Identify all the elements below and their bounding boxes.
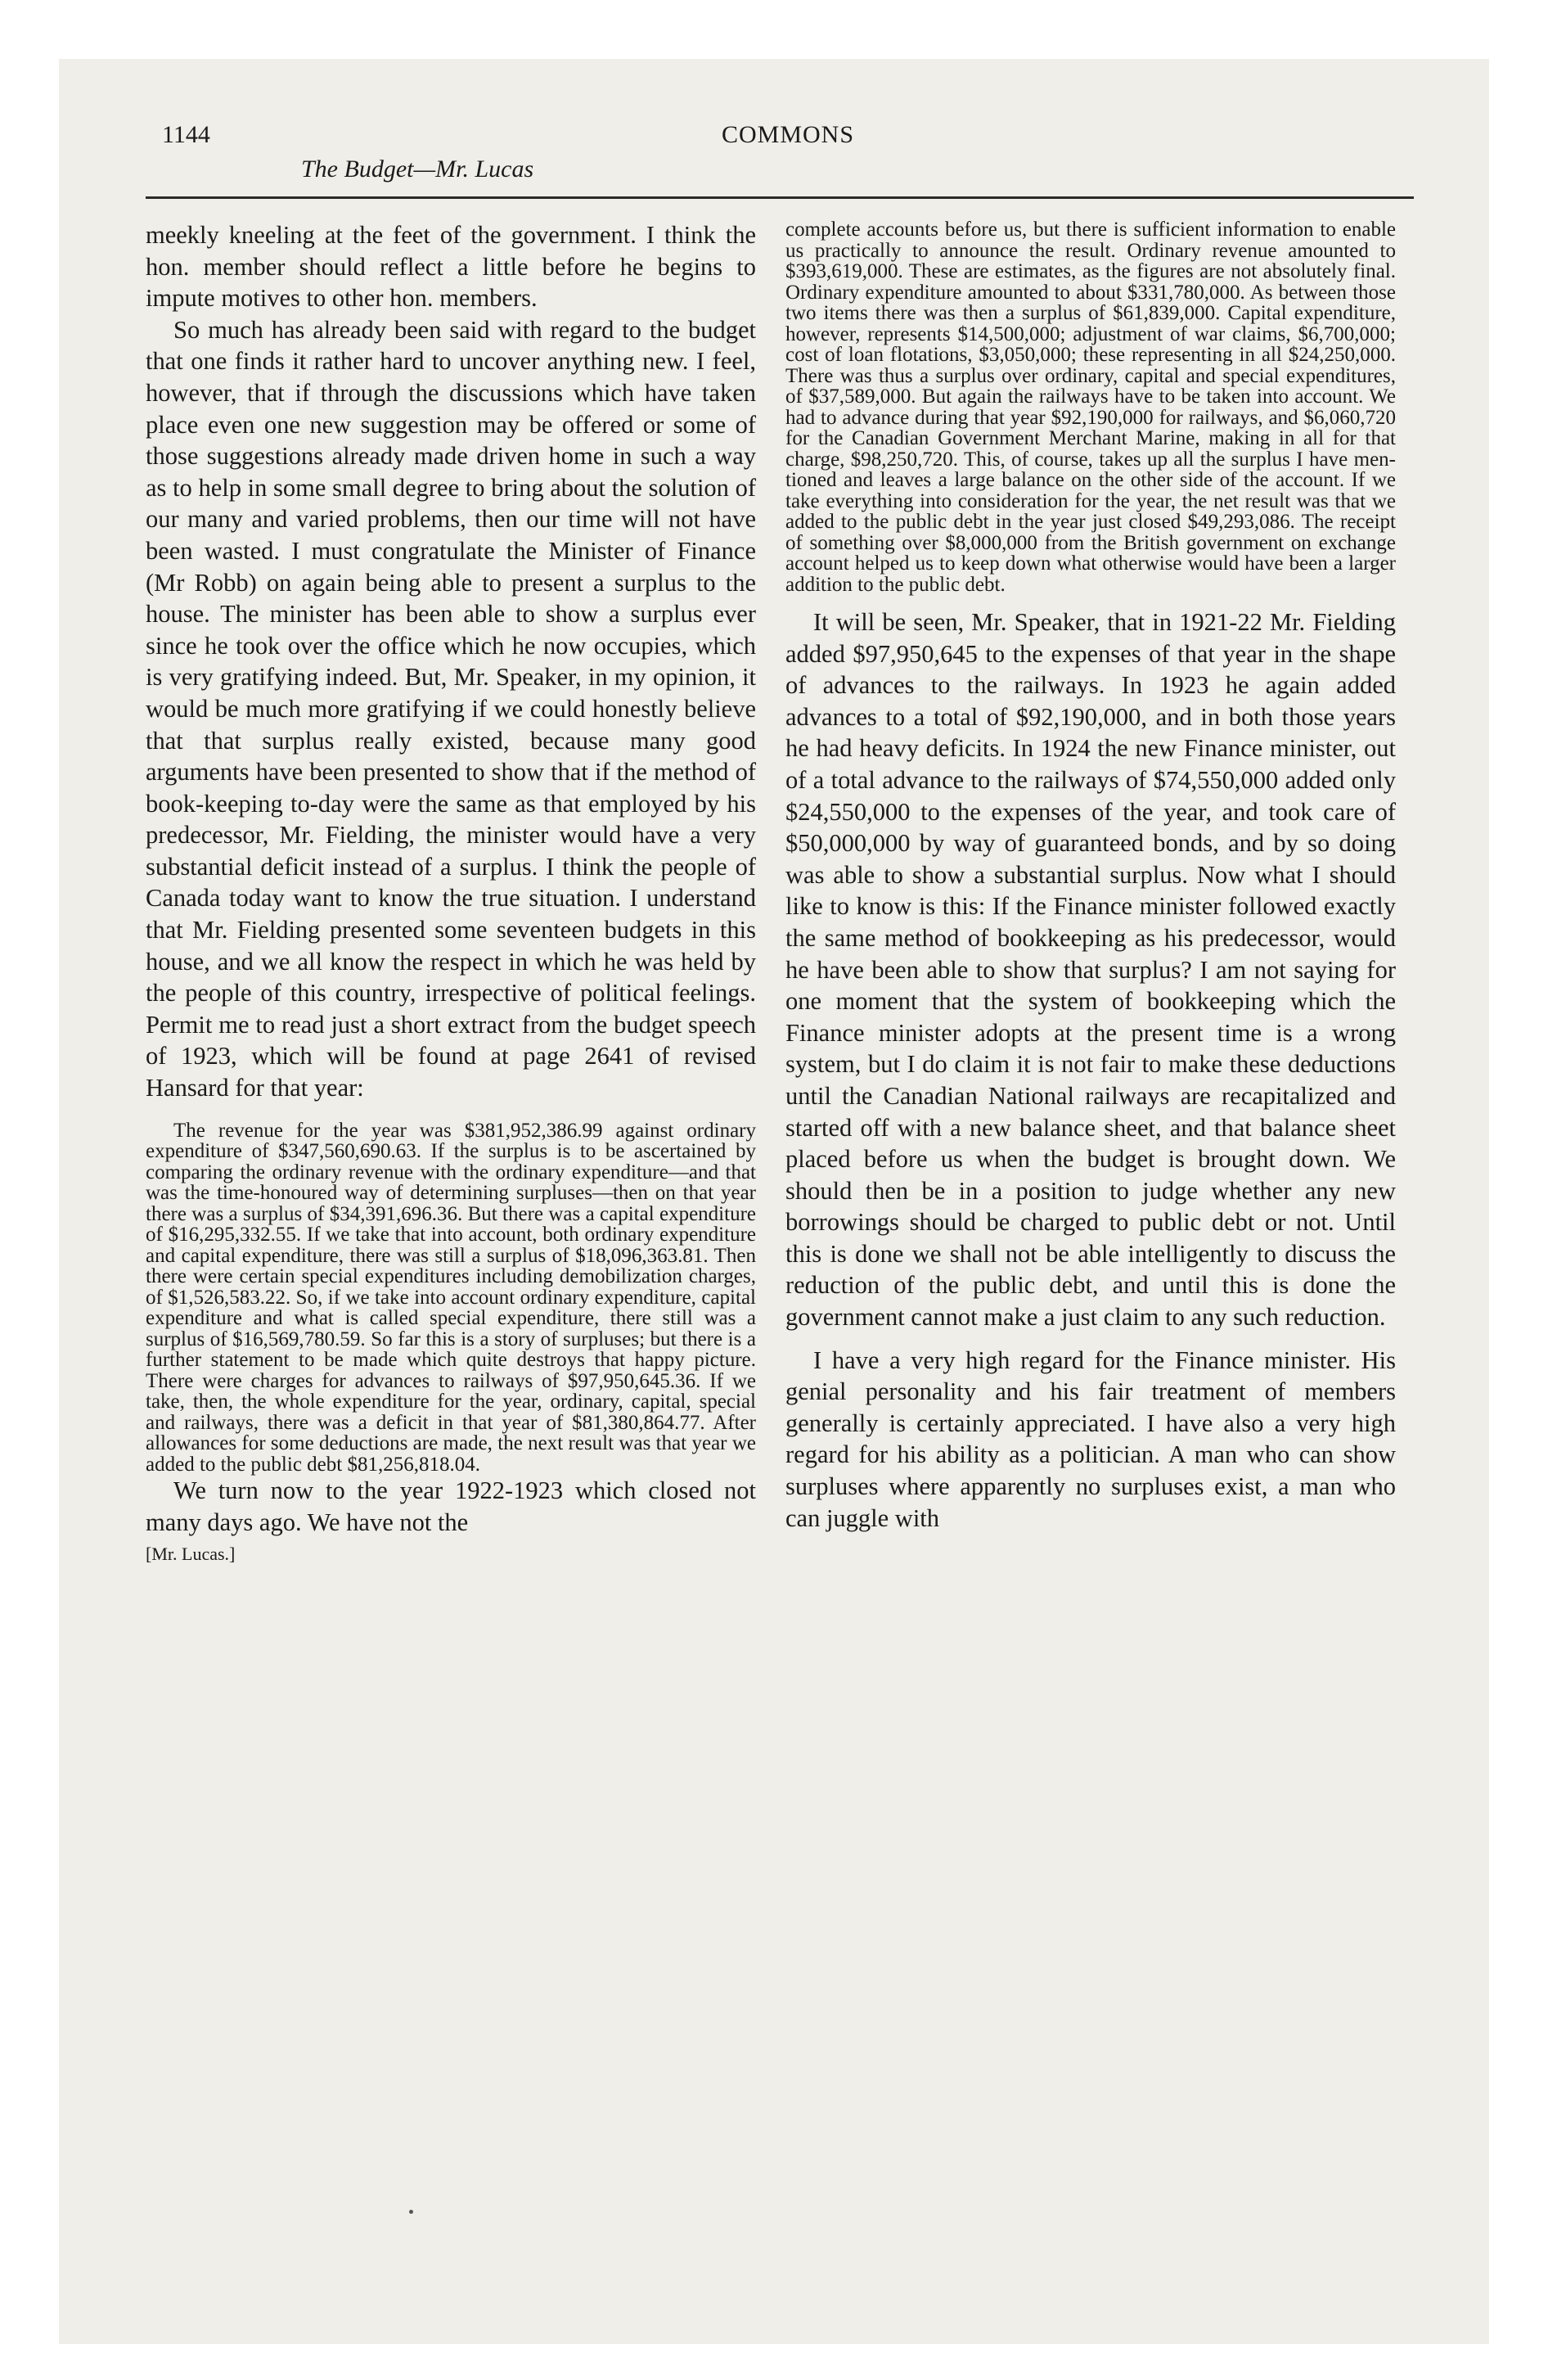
paragraph: It will be seen, Mr. Speaker, that in 1921-22 Mr. Fielding added $97,950,645 to the expenses of that year in the shape of advances to the railways. In 1923 he again added advances to a total of $92,190,000, and in both those years he had heavy deficits. In 1924 the new Finance minister, out of a total advance to the railways of $74,550,000 added only $24,550,000 to the expenses of the year, and took care of $50,000,000 by way of guaranteed bonds, and by so doing was able to show a substantial surplus. Now what I should like to know is this: If the Finance minister followed exactly the same method of bookkeeping as his predecessor, would he have been able to show that surplus? I am not saying for one moment that the system of bookkeeping which the Finance minister adopts at the present time is a wrong system, but I do claim it is not fair to make these deductions until the Canadian National railways are recapitalized and started off with a new balance sheet, and that balance sheet placed before us when the budget is brought down. We should then be in a position to judge whether any new borrowings should be charged to public debt or not. Until this is done we shall not be able intelligently to discuss the reduction of the public debt, and until this is done the government cannot make a just claim to any such reduction. — [785, 608, 1396, 1332]
page-number: 1144 — [162, 121, 210, 148]
paragraph: I have a very high regard for the Finance minister. His genial personality and his fair treatment of members generally is certainly appreciated. I have also a very high regard for his ability as a politician. A man who can show surpluses where apparently no surpluses exist, a man who can juggle with — [785, 1346, 1396, 1532]
page-header — [162, 121, 1414, 187]
header-rule — [146, 196, 1414, 199]
section-title: COMMONS — [721, 121, 855, 148]
scan-speck — [409, 2210, 413, 2214]
paragraph: We turn now to the year 1922-1923 which closed not many days ago. We have not the — [146, 1476, 756, 1536]
paragraph: meekly kneeling at the feet of the government. I think the hon. member should reflect a little before he begins to impute motives to other hon. members. — [146, 221, 756, 313]
left-column — [146, 219, 756, 1566]
paragraph: So much has already been said with regard to the budget that one finds it rather hard to uncover anything new. I feel, however, that if through the discussions which have taken place even one new suggestion may be offered or some of those suggestions already made driven home in such a way as to help in some small degree to bring about the solution of our many and varied problems, then our time will not have been wasted. I must congratulate the Minister of Finance (Mr Robb) on again being able to present a surplus to the house. The minister has been able to show a surplus ever since he took over the office which he now occupies, which is very gratifying indeed. But, Mr. Speaker, in my opinion, it would be much more gratifying if we could honestly believe that that surplus really existed, because many good arguments have been presented to show that if the method of book-keeping to-day were the same as that employed by his predecessor, Mr. Fielding, the minister would have a very substantial deficit instead of a surplus. I think the people of Canada today want to know the true situation. I understand that Mr. Fielding presented some seventeen budgets in this house, and we all know the respect in which he was held by the people of this country, irrespective of political feelings. Permit me to read just a short extract from the budget speech of 1923, which will be found at page 2641 of revised Hansard for that year: — [146, 315, 756, 1102]
block-quote-continued: complete accounts before us, but there is sufficient information to enable us practically to announce the result. Ordinary revenue amounted to $393,619,000. These are estimates, as the figures are not absolutely final. Ordinary expenditure amounted to about $331,780,000. As between those two items there was then a surplus of $61,839,000. Capital expenditure, however, represents $14,500,000; adjustment of war claims, $6,700,000; cost of loan flotations, $3,050,000; these representing in all $24,250,000. There was thus a surplus over ordinary, capital and special expenditures, of $37,589,000. But again the railways have to be taken into account. We had to advance during that year $92,190,000 for railways, and $6,060,720 for the Canadian Government Merchant Marine, making in all for that charge, $98,250,720. This, of course, takes up all the surplus I have mentioned and leaves a large balance on the other side of the account. If we take everything into consideration for the year, the net result was that we added to the public debt in the year just closed $49,293,086. The receipt of something over $8,000,000 from the British government on exchange account helped us to keep down what otherwise would have been a larger addition to the public debt. — [785, 219, 1396, 596]
block-quote: The revenue for the year was $381,952,386.99 against ordinary expenditure of $347,560,690.63. If the surplus is to be ascertained by comparing the ordinary revenue with the ordinary expenditure—and that was the time-honoured way of determining surpluses—then on that year there was a surplus of $34,391,696.36. But there was a capital expenditure of $16,295,332.55. If we take that into account, both ordinary expenditure and capital expenditure, there was still a surplus of $18,096,363.81. Then there were certain special expenditures including demobilization charges, of $1,526,583.22. So, if we take into account ordinary expenditure, capital expenditure and what is called special expenditure, there still was a surplus of $16,569,780.59. So far this is a story of surpluses; but there is a further statement to be made which quite destroys that happy picture. There were charges for advances to railways of $97,950,645.36. If we take, then, the whole expenditure for the year, ordinary, capital, special and railways, there was a deficit in that year of $81,380,864.77. After allowances for some deductions are made, the next result was that year we added to the public debt $81,256,818.04. — [146, 1119, 756, 1476]
running-head: The Budget—Mr. Lucas — [301, 156, 534, 183]
speaker-mark: [Mr. Lucas.] — [146, 1544, 236, 1565]
right-column — [785, 219, 1396, 1534]
